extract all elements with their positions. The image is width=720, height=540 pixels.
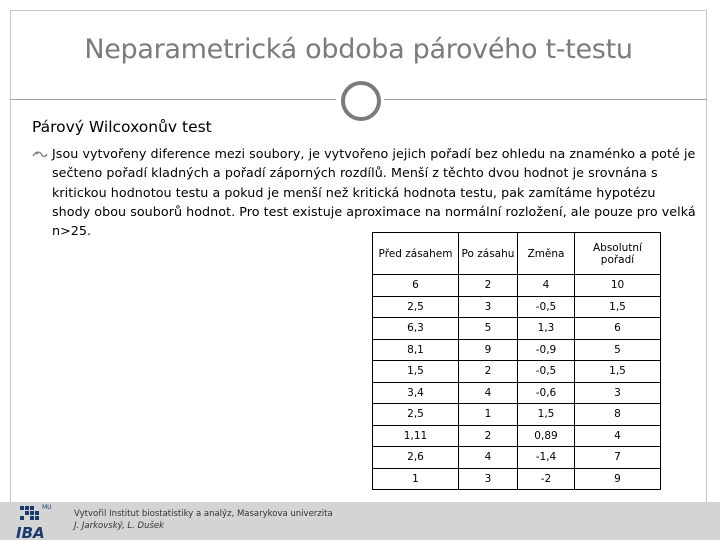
cell-rank: 9 (575, 468, 661, 490)
cell-rank: 5 (575, 339, 661, 361)
table-row (373, 447, 661, 469)
header-cell-rank: Absolutní pořadí (575, 233, 661, 275)
cell-after: 2 (459, 425, 518, 447)
cell-after: 4 (459, 447, 518, 469)
table-row (373, 361, 661, 383)
cell-before: 2,5 (373, 404, 459, 426)
wilcoxon-table (372, 232, 661, 490)
table-row (373, 296, 661, 318)
cell-after: 3 (459, 296, 518, 318)
cell-before: 1,11 (373, 425, 459, 447)
cell-change: 1,5 (518, 404, 575, 426)
cell-rank: 1,5 (575, 361, 661, 383)
title-divider-left (10, 99, 336, 100)
cell-change: 4 (518, 275, 575, 297)
table-row (373, 468, 661, 490)
cell-before: 6,3 (373, 318, 459, 340)
cell-change: -0,5 (518, 296, 575, 318)
table-row (373, 382, 661, 404)
cell-change: -0,9 (518, 339, 575, 361)
header-cell-before: Před zásahem (373, 233, 459, 275)
slide-title: Neparametrická obdoba párového t-testu (84, 34, 633, 65)
cell-change: -0,5 (518, 361, 575, 383)
table-row (373, 318, 661, 340)
cell-after: 4 (459, 382, 518, 404)
cell-after: 3 (459, 468, 518, 490)
cell-rank: 3 (575, 382, 661, 404)
cell-change: 1,3 (518, 318, 575, 340)
bullet-text: Jsou vytvořeny diference mezi soubory, je vytvořeno jejich pořadí bez ohledu na znaménko a poté je sečteno pořadí kladných a pořadí záporných rozdílů. Menší z těchto dvou hodnot je srovnána s kritickou hodnotou testu a pokud je menší než kritická hodnota testu, pak zamítáme hypotézu shody obou souborů hodnot. Pro test existuje aproximace na normální rozložení, ale pouze pro velká n>25. (52, 146, 696, 239)
slide-subtitle: Párový Wilcoxonův test (32, 118, 212, 136)
table-row (373, 425, 661, 447)
table-row (373, 275, 661, 297)
cell-rank: 1,5 (575, 296, 661, 318)
cell-change: -0,6 (518, 382, 575, 404)
logo-mu-text: MU (42, 504, 52, 511)
cell-after: 9 (459, 339, 518, 361)
cell-change: -2 (518, 468, 575, 490)
iba-logo (14, 500, 58, 540)
cell-before: 2,5 (373, 296, 459, 318)
cell-before: 6 (373, 275, 459, 297)
title-divider-right (384, 99, 707, 100)
cell-after: 5 (459, 318, 518, 340)
cell-before: 1,5 (373, 361, 459, 383)
cell-rank: 4 (575, 425, 661, 447)
header-cell-after: Po zásahu (459, 233, 518, 275)
cell-rank: 10 (575, 275, 661, 297)
cell-rank: 6 (575, 318, 661, 340)
footer-credit: Vytvořil Institut biostatistiky a analýz, Masarykova univerzita (74, 509, 333, 519)
header-cell-change: Změna (518, 233, 575, 275)
cell-change: 0,89 (518, 425, 575, 447)
cell-before: 3,4 (373, 382, 459, 404)
cell-change: -1,4 (518, 447, 575, 469)
cell-after: 1 (459, 404, 518, 426)
table-header-row (373, 233, 661, 275)
cell-before: 2,6 (373, 447, 459, 469)
cell-rank: 7 (575, 447, 661, 469)
cell-after: 2 (459, 275, 518, 297)
circle-ornament-icon (341, 81, 381, 121)
table-row (373, 339, 661, 361)
cell-before: 1 (373, 468, 459, 490)
vine-bullet-icon (32, 149, 48, 161)
cell-after: 2 (459, 361, 518, 383)
cell-before: 8,1 (373, 339, 459, 361)
footer-authors: J. Jarkovský, L. Dušek (74, 521, 165, 531)
table-row (373, 404, 661, 426)
logo-text: IBA (16, 524, 45, 540)
cell-rank: 8 (575, 404, 661, 426)
